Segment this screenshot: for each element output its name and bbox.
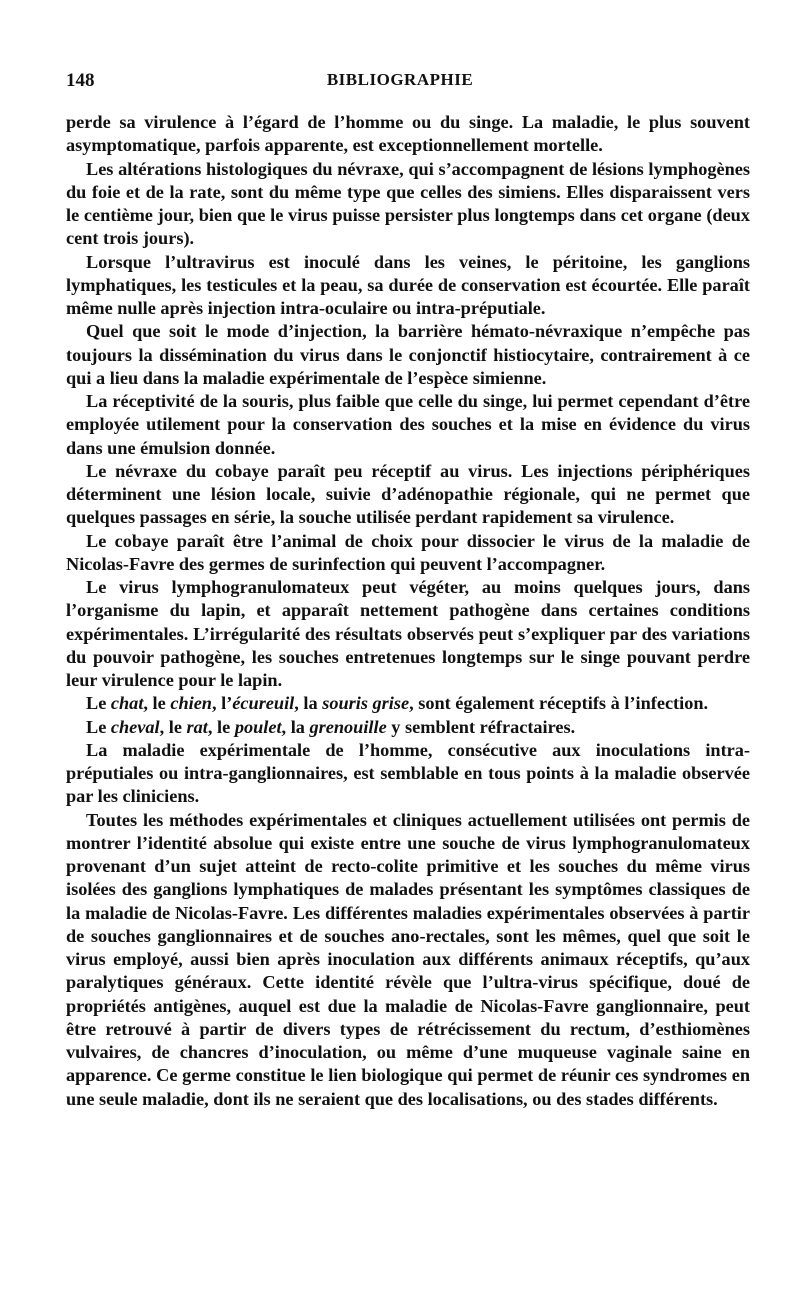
paragraph: La réceptivité de la souris, plus faible que celle du singe, lui permet cependant d’être employée utilement pour la conservation des souches et la mise en évidence du virus dans une émulsion donnée.	[66, 391, 750, 458]
animal-name: souris grise	[322, 693, 410, 714]
text-run: , la	[294, 693, 318, 714]
animal-name: cheval	[110, 716, 160, 737]
paragraph: Lorsque l’ultravirus est inoculé dans les veines, le péritoine, les ganglions lymphatiques, les testicules et la peau, sa durée de conservation est écourtée. Elle paraît même nulle après injection intra-oculaire ou intra-préputiale.	[66, 251, 750, 318]
text-run: Le	[86, 716, 107, 737]
animal-name: grenouille	[309, 716, 387, 737]
text-run: , le	[143, 693, 166, 714]
body-text	[66, 111, 750, 1111]
paragraph: Les altérations histologiques du névraxe, qui s’accompagnent de lésions lymphogènes du foie et de la rate, sont du même type que celles des simiens. Elles disparaissent vers le centième jour, bien que le virus puisse persister plus longtemps dans cet organe (deux cent trois jours).	[66, 158, 750, 249]
animal-name: poulet	[234, 716, 282, 737]
text-run: Le	[86, 693, 107, 714]
paragraph: La maladie expérimentale de l’homme, consécutive aux inoculations intra-préputiales ou intra-ganglionnaires, est semblable en tous points à la maladie observée par les cliniciens.	[66, 739, 750, 807]
paragraph: Le cobaye paraît être l’animal de choix pour dissocier le virus de la maladie de Nicolas-Favre des germes de surinfection qui peuvent l’accompagner.	[66, 530, 750, 574]
animal-name: chien	[170, 693, 212, 714]
animal-name: rat	[186, 716, 208, 737]
paragraph: Quel que soit le mode d’injection, la barrière hémato-névraxique n’empêche pas toujours la dissémination du virus dans le conjonctif histiocytaire, contrairement à ce qui a lieu dans la maladie expérimentale de l’espèce simienne.	[66, 321, 750, 388]
animal-name: chat	[110, 693, 144, 714]
paragraph: Le virus lymphogranulomateux peut végéter, au moins quelques jours, dans l’organisme du lapin, et apparaît nettement pathogène dans certaines conditions expérimentales. L’irrégularité des résultats observés peut s’expliquer par des variations du pouvoir pathogène, les souches entretenues longtemps sur le singe pouvant perdre leur virulence pour le lapin.	[66, 577, 750, 690]
paragraph	[66, 716, 750, 739]
page-number: 148	[66, 70, 95, 91]
text-run: , sont également réceptifs à l’infection.	[409, 693, 709, 714]
text-run: y semblent réfractaires.	[391, 716, 576, 737]
text-run: , le	[207, 716, 231, 737]
paragraph: Toutes les méthodes expérimentales et cliniques actuellement utilisées ont permis de montrer l’identité absolue qui existe entre une souche de virus lymphogranulomateux provenant d’un sujet atteint de recto-colite primitive et les souches du même virus isolées des ganglions lymphatiques de malades présentant les symptômes classiques de la maladie de Nicolas-Favre. Les différentes maladies expérimentales observées à partir de souches ganglionnaires et de souches ano-rectales, sont les mêmes, quel que soit le virus employé, aussi bien après inoculation aux différents animaux réceptifs, qu’aux paralytiques généraux. Cette identité révèle que l’ultra-virus spécifique, doué de propriétés antigènes, auquel est due la maladie de Nicolas-Favre ganglionnaire, peut être retrouvé à partir de divers types de rétrécissement du rectum, d’esthiomènes vulvaires, de chancres d’inoculation, ou même d’une muqueuse vaginale saine en apparence. Ce germe constitue le lien biologique qui permet de réunir ces syndromes en une seule maladie, dont ils ne seraient que des localisations, ou des stades différents.	[66, 809, 750, 1109]
paragraph	[66, 692, 750, 715]
text-run: , l’	[211, 693, 233, 714]
paragraph: perde sa virulence à l’égard de l’homme ou du singe. La maladie, le plus souvent asymptomatique, parfois apparente, est exceptionnellement mortelle.	[66, 112, 750, 156]
text-run: , la	[281, 716, 305, 737]
running-title: BIBLIOGRAPHIE	[326, 70, 474, 89]
paragraph: Le névraxe du cobaye paraît peu réceptif au virus. Les injections périphériques déterminent une lésion locale, suivie d’adénopathie régionale, qui ne permet que quelques passages en série, la souche utilisée perdant rapidement sa virulence.	[66, 460, 750, 528]
animal-name: écureuil	[232, 693, 295, 714]
text-run: , le	[159, 716, 182, 737]
